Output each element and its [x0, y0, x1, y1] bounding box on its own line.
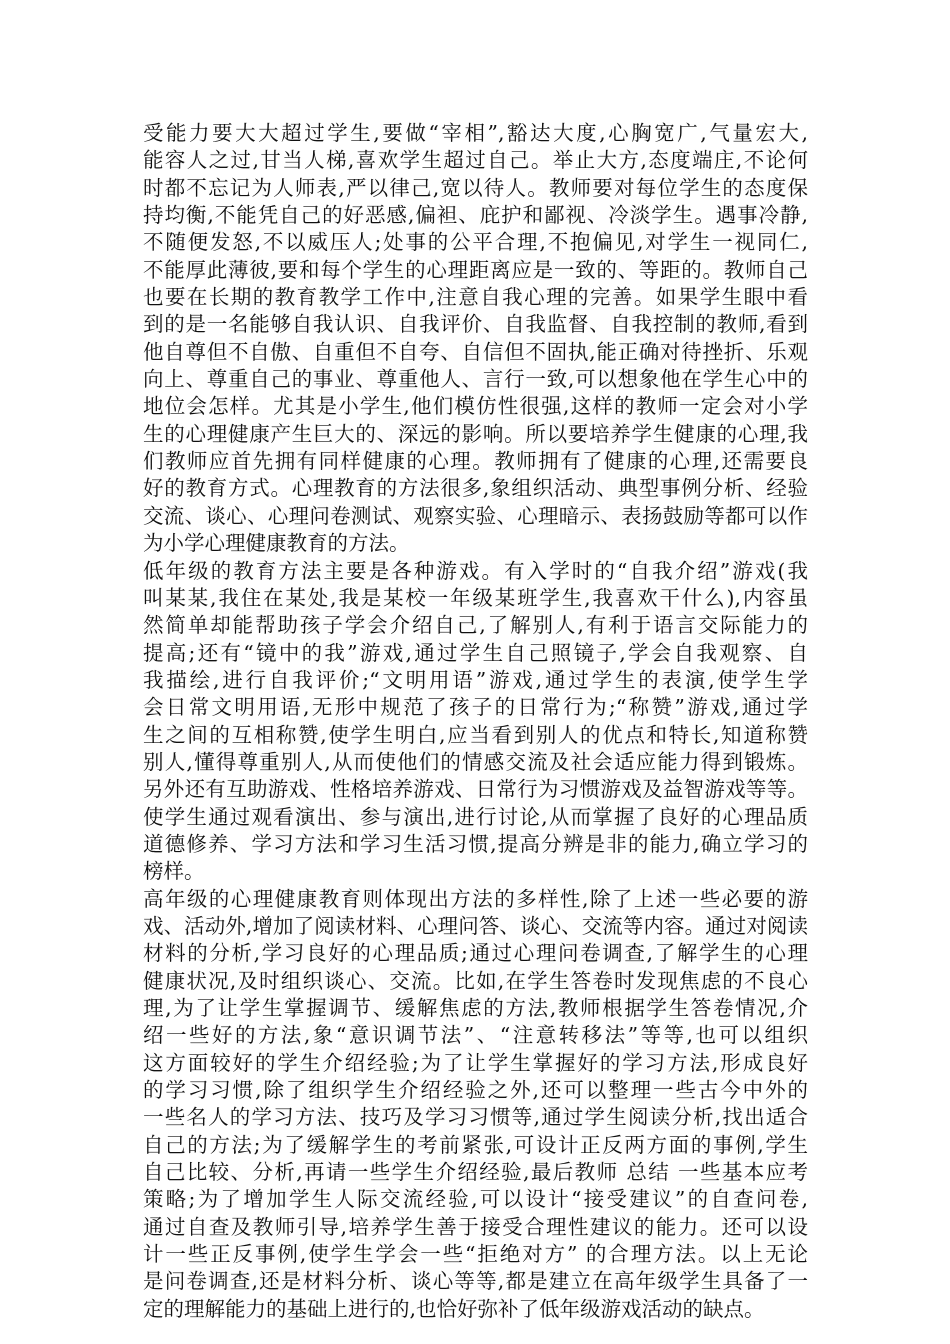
text-line: 自己比较、分析,再请一些学生介绍经验,最后教师 总结 一些基本应考 [143, 1160, 808, 1185]
text-line: 另外还有互助游戏、性格培养游戏、日常行为习惯游戏及益智游戏等等。 [143, 777, 808, 802]
text-line: 理,为了让学生掌握调节、缓解焦虑的方法,教师根据学生答卷情况,介 [143, 996, 808, 1020]
text-line: 定的理解能力的基础上进行的,也恰好弥补了低年级游戏活动的缺点。 [143, 1296, 765, 1321]
text-line: 生之间的互相称赞,使学生明白,应当看到别人的优点和特长,知道称赞 [143, 722, 808, 747]
text-line: 受能力要大大超过学生,要做“宰相”,豁达大度,心胸宽广,气量宏大, [143, 121, 808, 145]
text-line: 高年级的心理健康教育则体现出方法的多样性,除了上述一些必要的游 [143, 886, 808, 911]
text-line: 是问卷调查,还是材料分析、谈心等等,都是建立在高年级学生具备了一 [143, 1269, 808, 1294]
text-line: 戏、活动外,增加了阅读材料、心理问答、谈心、交流等内容。通过对阅读 [143, 913, 808, 938]
text-line: 别人,懂得尊重别人,从而使他们的情感交流及社会适应能力得到锻炼。 [143, 749, 808, 774]
text-line: 到的是一名能够自我认识、自我评价、自我监督、自我控制的教师,看到 [143, 312, 808, 337]
text-line: 然简单却能帮助孩子学会介绍自己,了解别人,有利于语言交际能力的 [143, 613, 808, 638]
text-line: 低年级的教育方法主要是各种游戏。有入学时的“自我介绍”游戏(我 [143, 558, 808, 583]
text-line: 健康状况,及时组织谈心、交流。比如,在学生答卷时发现焦虑的不良心 [143, 968, 808, 993]
text-line: 持均衡,不能凭自己的好恶感,偏袒、庇护和鄙视、冷淡学生。遇事冷静, [143, 203, 808, 228]
paragraph [143, 120, 808, 558]
text-line: 交流、谈心、心理问卷测试、观察实验、心理暗示、表扬鼓励等都可以作 [143, 503, 808, 528]
document-body [143, 120, 808, 1323]
text-line: 道德修养、学习方法和学习生活习惯,提高分辨是非的能力,确立学习的 [143, 831, 808, 856]
text-line: 计一些正反事例,使学生学会一些“拒绝对方” 的合理方法。以上无论 [143, 1242, 808, 1267]
text-line: 提高;还有“镜中的我”游戏,通过学生自己照镜子,学会自我观察、自 [143, 640, 808, 665]
text-line: 一些名人的学习方法、技巧及学习习惯等,通过学生阅读分析,找出适合 [143, 1105, 808, 1130]
text-line: 为小学心理健康教育的方法。 [143, 531, 410, 556]
text-line: 叫某某,我住在某处,我是某校一年级某班学生,我喜欢干什么),内容虽 [143, 585, 808, 610]
paragraph [143, 886, 808, 1324]
text-line: 时都不忘记为人师表,严以律己,宽以待人。教师要对每位学生的态度保 [143, 175, 808, 200]
text-line: 材料的分析,学习良好的心理品质;通过心理问卷调查,了解学生的心理 [143, 941, 808, 966]
text-line: 自己的方法;为了缓解学生的考前紧张,可设计正反两方面的事例,学生 [143, 1132, 808, 1157]
paragraph [143, 558, 808, 886]
text-line: 会日常文明用语,无形中规范了孩子的日常行为;“称赞”游戏,通过学 [143, 695, 808, 720]
text-line: 绍一些好的方法,象“意识调节法”、“注意转移法”等等,也可以组织 [143, 1023, 808, 1048]
text-line: 生的心理健康产生巨大的、深远的影响。所以要培养学生健康的心理,我 [143, 421, 808, 446]
text-line: 不能厚此薄彼,要和每个学生的心理距离应是一致的、等距的。教师自己 [143, 257, 808, 282]
text-line: 也要在长期的教育教学工作中,注意自我心理的完善。如果学生眼中看 [143, 285, 808, 310]
text-line: 的学习习惯,除了组织学生介绍经验之外,还可以整理一些古今中外的 [143, 1078, 808, 1103]
text-line: 能容人之过,甘当人梯,喜欢学生超过自己。举止大方,态度端庄,不论何 [143, 148, 808, 173]
text-line: 他自尊但不自傲、自重但不自夸、自信但不固执,能正确对待挫折、乐观 [143, 339, 808, 364]
text-line: 策略;为了增加学生人际交流经验,可以设计“接受建议”的自查问卷, [143, 1187, 808, 1212]
text-line: 地位会怎样。尤其是小学生,他们模仿性很强,这样的教师一定会对小学 [143, 394, 808, 419]
text-line: 通过自查及教师引导,培养学生善于接受合理性建议的能力。还可以设 [143, 1214, 808, 1239]
text-line: 我描绘,进行自我评价;“文明用语”游戏,通过学生的表演,使学生学 [143, 667, 808, 692]
text-line: 使学生通过观看演出、参与演出,进行讨论,从而掌握了良好的心理品质 [143, 804, 808, 829]
text-line: 这方面较好的学生介绍经验;为了让学生掌握好的学习方法,形成良好 [143, 1050, 808, 1075]
text-line: 榜样。 [143, 859, 205, 884]
text-line: 不随便发怒,不以威压人;处事的公平合理,不抱偏见,对学生一视同仁, [143, 230, 808, 255]
text-line: 向上、尊重自己的事业、尊重他人、言行一致,可以想象他在学生心中的 [143, 367, 808, 392]
text-line: 好的教育方式。心理教育的方法很多,象组织活动、典型事例分析、经验 [143, 476, 808, 501]
text-line: 们教师应首先拥有同样健康的心理。教师拥有了健康的心理,还需要良 [143, 449, 808, 474]
